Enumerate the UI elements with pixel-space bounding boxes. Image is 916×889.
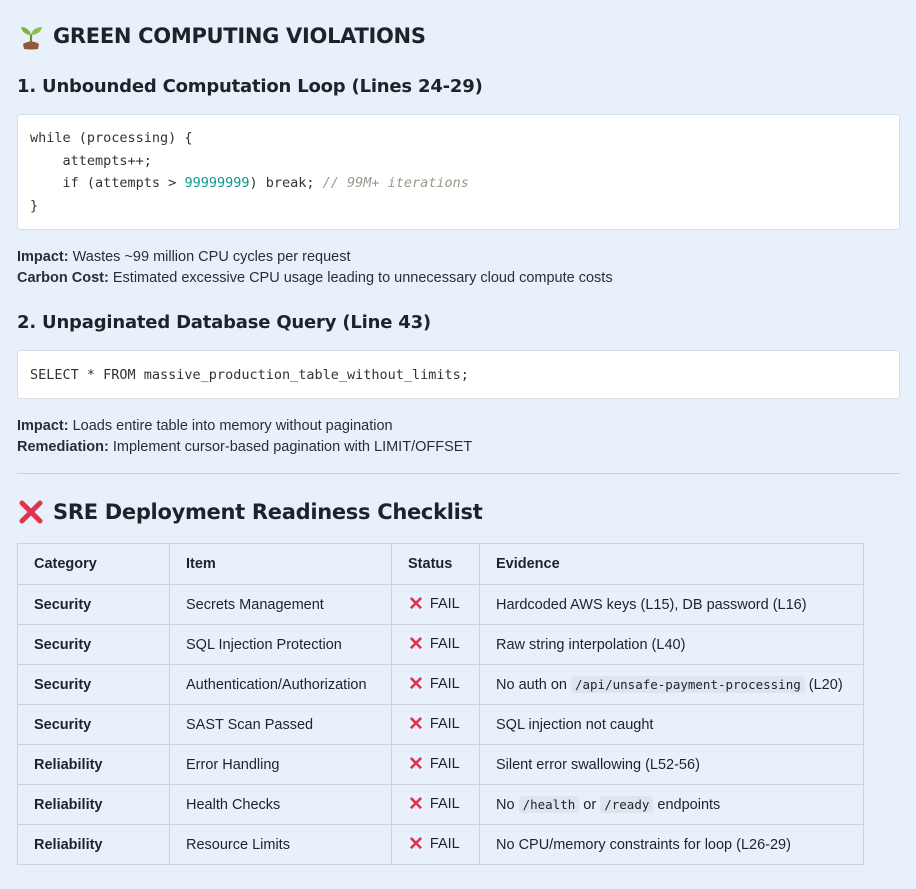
row-status: ✕ FAIL xyxy=(392,785,480,825)
violation-1-impact: Impact: Wastes ~99 million CPU cycles per request xyxy=(17,249,351,265)
row-item: Authentication/Authorization xyxy=(170,665,392,705)
table-row xyxy=(18,745,864,785)
violation-2-impact: Impact: Loads entire table into memory without pagination xyxy=(17,418,393,434)
row-evidence: No auth on /api/unsafe-payment-processing (L20) xyxy=(480,665,864,705)
row-status: ✕ FAIL xyxy=(392,825,480,865)
row-item: SAST Scan Passed xyxy=(170,705,392,745)
row-evidence: No /health or /ready endpoints xyxy=(480,785,864,825)
row-category: Reliability xyxy=(18,785,170,825)
row-item: Health Checks xyxy=(170,785,392,825)
row-category: Security xyxy=(18,585,170,625)
row-category: Security xyxy=(18,665,170,705)
inline-code: /health xyxy=(519,796,580,813)
row-status: ✕ FAIL xyxy=(392,625,480,665)
row-item: Error Handling xyxy=(170,745,392,785)
table-row xyxy=(18,665,864,705)
green-computing-title: GREEN COMPUTING VIOLATIONS xyxy=(53,24,426,48)
code-line: attempts++; xyxy=(30,152,152,169)
code-line: SELECT * FROM massive_production_table_without_limits; xyxy=(30,367,469,383)
code-line: if (attempts > 99999999) break; // 99M+ iterations xyxy=(30,175,469,191)
inline-code: /api/unsafe-payment-processing xyxy=(571,676,805,693)
header-evidence: Evidence xyxy=(480,544,864,585)
code-line: } xyxy=(30,197,39,214)
code-comment: // 99M+ iterations xyxy=(322,175,469,191)
table-row xyxy=(18,825,864,865)
table-row xyxy=(18,625,864,665)
row-item: SQL Injection Protection xyxy=(170,625,392,665)
row-evidence: SQL injection not caught xyxy=(480,705,864,745)
violation-1-carbon-cost: Carbon Cost: Estimated excessive CPU usage leading to unnecessary cloud compute costs xyxy=(17,270,613,286)
header-category: Category xyxy=(18,544,170,585)
row-item: Resource Limits xyxy=(170,825,392,865)
sre-checklist-title: SRE Deployment Readiness Checklist xyxy=(53,500,483,524)
violation-1-heading: 1. Unbounded Computation Loop (Lines 24-29) xyxy=(17,76,483,97)
row-status: ✕ FAIL xyxy=(392,585,480,625)
code-number: 99999999 xyxy=(184,175,250,191)
row-category: Reliability xyxy=(18,745,170,785)
fail-icon: ✕ xyxy=(408,634,424,655)
header-item: Item xyxy=(170,544,392,585)
green-computing-heading xyxy=(17,22,426,50)
row-status: ✕ FAIL xyxy=(392,665,480,705)
fail-icon: ✕ xyxy=(408,834,424,855)
sre-checklist-table xyxy=(17,543,864,865)
fail-icon: ✕ xyxy=(408,714,424,735)
row-evidence: No CPU/memory constraints for loop (L26-29) xyxy=(480,825,864,865)
row-category: Security xyxy=(18,625,170,665)
violation-2-code-block xyxy=(17,350,900,399)
section-divider xyxy=(17,473,900,474)
table-row xyxy=(18,705,864,745)
row-category: Security xyxy=(18,705,170,745)
fail-icon: ✕ xyxy=(408,794,424,815)
seedling-icon xyxy=(17,22,45,50)
violation-2-remediation: Remediation: Implement cursor-based pagination with LIMIT/OFFSET xyxy=(17,439,473,455)
header-status: Status xyxy=(392,544,480,585)
fail-icon: ✕ xyxy=(408,594,424,615)
row-status: ✕ FAIL xyxy=(392,705,480,745)
inline-code: /ready xyxy=(600,796,653,813)
sre-checklist-heading xyxy=(17,498,482,526)
fail-icon: ✕ xyxy=(408,754,424,775)
cross-mark-icon xyxy=(17,498,45,526)
row-status: ✕ FAIL xyxy=(392,745,480,785)
row-evidence: Silent error swallowing (L52-56) xyxy=(480,745,864,785)
row-evidence: Raw string interpolation (L40) xyxy=(480,625,864,665)
row-evidence: Hardcoded AWS keys (L15), DB password (L16) xyxy=(480,585,864,625)
table-header-row xyxy=(18,544,864,585)
row-item: Secrets Management xyxy=(170,585,392,625)
table-row xyxy=(18,585,864,625)
fail-icon: ✕ xyxy=(408,674,424,695)
violation-2-heading: 2. Unpaginated Database Query (Line 43) xyxy=(17,312,431,333)
violation-1-code-block xyxy=(17,114,900,230)
row-category: Reliability xyxy=(18,825,170,865)
code-line: while (processing) { xyxy=(30,130,193,146)
table-row xyxy=(18,785,864,825)
